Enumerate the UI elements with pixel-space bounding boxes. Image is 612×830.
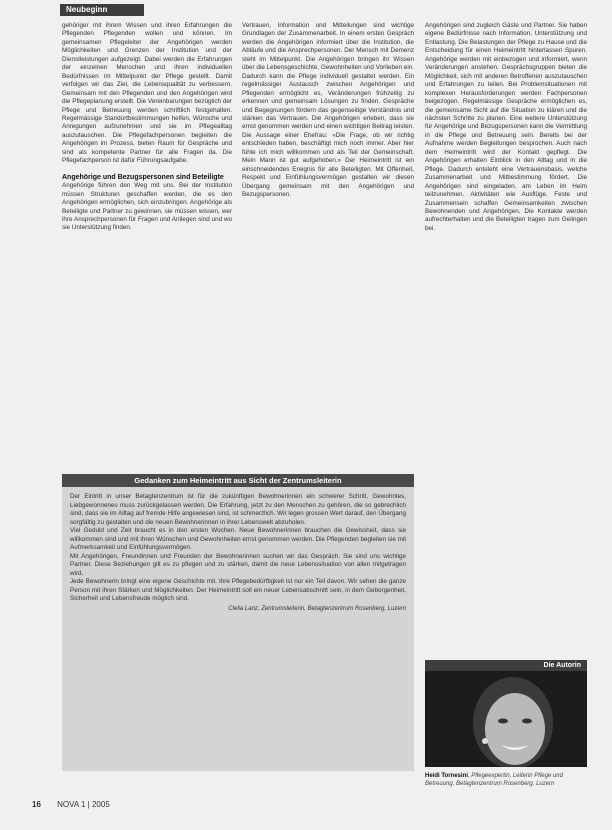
author-caption — [425, 772, 587, 788]
box-paragraph: Jede Bewohnerin bringt eine eigene Geschichte mit. Ihre Pflegebedürftigkeit ist nur ein Teil davon. Wir sehen die ganze Person mit ihren Stärken und Möglichkeiten. Der Heimeintritt soll ein neuer Lebensabschnitt sein, in dem Geborgenheit, Sicherheit und Lebensfreude möglich sind. — [70, 578, 406, 602]
page-footer — [32, 800, 110, 809]
section-tag: Neubeginn — [60, 4, 144, 16]
box-paragraph: Mit Angehörigen, Freundinnen und Freunden der Bewohnerinnen suchen wir das Gespräch. Sie sind uns wichtige Partner. Diese Beziehungen gilt es zu pflegen und zu stärken, damit die neue Lebenssituation von allen mitgetragen wird. — [70, 552, 406, 577]
col1-heading: Angehörige und Bezugspersonen sind Beteiligte — [62, 173, 224, 181]
info-box — [62, 487, 414, 771]
column-3 — [425, 22, 587, 652]
box-paragraph: Der Eintritt in unser Betagtenzentrum ist für die zukünftigen Bewohnerinnen ein schwerer Schritt. Gewohntes, Liebgewonnenes muss zurückgelassen werden. Die Erfahrung, jetzt zu den Menschen zu gehören, die so gebrechlich sind, dass sie im Alltag auf fremde Hilfe angewiesen sind, ist schmerzlich. Wir legen grossen Wert darauf, den Übergang sorgfältig zu gestalten und die neuen Bewohnerinnen in ihrer Lebenswelt abzuholen. — [70, 493, 406, 526]
author-label: Die Autorin — [425, 660, 587, 671]
author-photo — [425, 671, 587, 767]
column-1 — [62, 22, 232, 462]
col1-paragraph: gehöriger mit ihrem Wissen und ihren Erfahrungen die Pflegenden Pflegenden wollen und können. Im gemeinsamen Pflegeleiter der Angehörigen werden Möglichkeiten und Grenzen der Institution und der Dienstleistungen aufgezeigt. Dabei werden die Erfahrungen der einzelnen Menschen und ihren individuellen Bedürfnissen im Mittelpunkt der Pflege gestellt. Damit verfolgen wir das Ziel, die Lebensqualität zu verbessern. Gemeinsam mit den Pflegenden und den Angehörigen wird die Pflegeplanung erstellt. Die Vereinbarungen bezüglich der Pflege und Betreuung werden schriftlich festgehalten. Regelmässige Standortbestimmungen helfen, Wünsche und Anregungen aufzunehmen und sie im Pflegealltag auszutauschen. Die Pflegefachpersonen begleiten die Angehörigen im Prozess, bieten Raum für Gespräche und sind als kompetente Partner für alle Fragen da. Die Pflegefachperson ist dafür Führungsaufgabe. — [62, 22, 232, 165]
box-paragraph: Viel Geduld und Zeit braucht es in den ersten Wochen. Neue Bewohnerinnen brauchen die Gewissheit, dass sie willkommen sind und mit ihren Wünschen und Gewohnheiten ernst genommen werden. Die Pflegenden begleiten sie mit Aufmerksamkeit und Einfühlungsvermögen. — [70, 527, 406, 551]
author-name: Heidi Tornesini — [425, 773, 468, 779]
box-signature: Clelia Lanz, Zentrumsleiterin, Betagtenzentrum Rosenberg, Luzern — [228, 605, 406, 612]
issue-label: NOVA 1 | 2005 — [57, 800, 110, 809]
col3-paragraph: Angehörigen sind zugleich Gäste und Partner. Sie haben eigene Bedürfnisse nach Information, Unterstützung und Entlastung. Die Belastungen der Pflege zu Hause und die Entscheidung für einen Heimeintritt hinterlassen Spuren. Angehörige werden mit einbezogen und informiert, wenn Veränderungen anstehen. Gesprächsgruppen bieten die Möglichkeit, sich mit anderen Betroffenen auszutauschen und Erfahrungen zu teilen. Bei Problemsituationen mit komplexen Herausforderungen werden Fachpersonen beigezogen. Regelmässige Gespräche ermöglichen es, die gemeinsame Sicht auf die Situation zu klären und die nächsten Schritte zu planen. Eine weitere Unterstützung für Angehörige und Bezugspersonen kann die Vermittlung in die Pflege und Betreuung sein. Bereits bei der Aufnahme werden Begleitungen besprochen. Auch nach dem Heimeintritt wird der Kontakt gepflegt. Die Angehörigen erhalten Einblick in den Alltag und in die Pflege. Dadurch entsteht eine Vertrauensbasis, welche Zusammenarbeit und Mitbestimmung fördert. Die Angehörigen sind eingeladen, am Leben im Heim teilzunehmen. Aktivitäten wie Ausflüge, Feste und Zusammensein schaffen Gemeinsamkeiten zwischen Bewohnenden und Angehörigen. Die Kontakte werden aufrechterhalten und die Beteiligten tragen zum Gelingen bei. — [425, 22, 587, 232]
box-title: Gedanken zum Heimeintritt aus Sicht der Zentrumsleiterin — [62, 474, 414, 487]
page-number: 16 — [32, 800, 41, 809]
author-description: , Pflegeexpertin, Leiterin Pflege und Betreuung, Betagtenzentrum Rosenberg, Luzern — [425, 773, 563, 787]
col2-paragraph: Vertrauen, Information und Mitteilungen sind wichtige Grundlagen der Zusammenarbeit. In einem ersten Gespräch werden die Angehörigen informiert über die Institution, die Abläufe und die Ansprechpersonen. Der Mensch mit Demenz steht im Mittelpunkt. Die Angehörigen bringen ihr Wissen über die Lebensgeschichte, Gewohnheiten und Vorlieben ein. Dadurch kann die Pflege individuell gestaltet werden. Ein regelmässiger Austausch zwischen Angehörigen und Pflegenden ermöglicht es, Veränderungen frühzeitig zu erkennen und gemeinsam Lösungen zu finden. Gespräche und Begegnungen fördern das gegenseitige Verständnis und stärken das Vertrauen. Die Angehörigen erleben, dass sie ernst genommen werden und einen wichtigen Beitrag leisten. Die Aussage einer Ehefrau: «Die Frage, ob wir richtig entschieden haben, beschäftigt mich noch immer. Aber hier fühle ich mich willkommen und als Teil der Gemeinschaft. Mein Mann ist gut aufgehoben.» Der Heimeintritt ist ein einschneidendes Ereignis für alle Beteiligten. Mit Offenheit, Respekt und Einfühlungsvermögen gestalten wir diesen Übergang gemeinsam mit den Angehörigen und Bezugspersonen. — [242, 22, 414, 199]
column-2 — [242, 22, 414, 462]
portrait-image — [425, 671, 587, 767]
col1-paragraph-2: Angehörige führen den Weg mit uns. Bei der Institution müssen Strukturen geschaffen werden, die es den Angehörigen ermöglichen, sich einzubringen. Angehörige als Beteiligte und Partner zu gewinnen, sie müssen wissen, wer ihre Ansprechpersonen für Fragen und Anliegen sind und wo sie Unterstützung finden. — [62, 182, 232, 232]
